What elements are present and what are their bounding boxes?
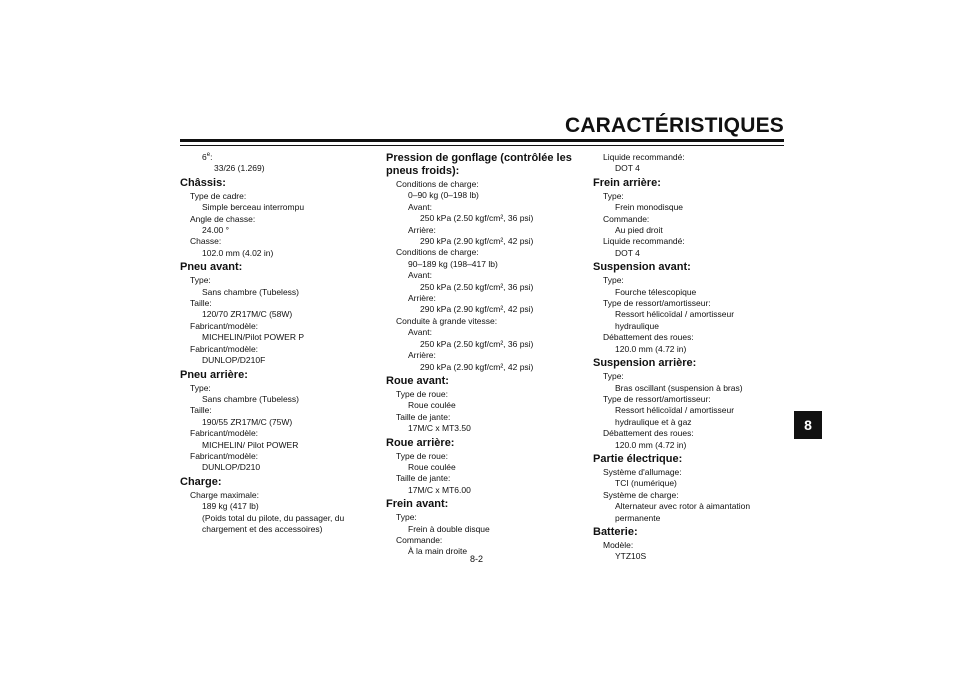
spec-label: Type: — [396, 512, 417, 523]
section-title-rear-wheel: Roue arrière: — [386, 436, 455, 449]
spec-label: Type de roue: — [396, 388, 448, 399]
spec-value: Roue coulée — [408, 400, 456, 411]
spec-label: Type: — [190, 382, 211, 393]
section-title-line: pneus froids): — [386, 165, 460, 177]
spec-value: DUNLOP/D210F — [202, 355, 266, 366]
spec-column-2 — [386, 152, 576, 558]
spec-note: (Poids total du pilote, du passager, du — [202, 512, 345, 523]
spec-label: Avant: — [408, 201, 432, 212]
section-title-rear-brake: Frein arrière: — [593, 176, 661, 189]
spec-note: chargement et des accessoires) — [202, 523, 323, 534]
spec-value: 90–189 kg (198–417 lb) — [408, 258, 498, 269]
section-title-front-wheel: Roue avant: — [386, 374, 449, 387]
spec-value: Frein monodisque — [615, 202, 684, 213]
spec-column-1 — [180, 152, 370, 535]
spec-value: DOT 4 — [615, 163, 640, 174]
gear6-value: 33/26 (1.269) — [214, 163, 265, 174]
spec-value: 190/55 ZR17M/C (75W) — [202, 416, 293, 427]
spec-value: 24.00 ° — [202, 225, 230, 236]
spec-label: Fabricant/modèle: — [190, 320, 259, 331]
spec-value: 120/70 ZR17M/C (58W) — [202, 309, 293, 320]
spec-label: Type: — [603, 371, 624, 382]
spec-label: Arrière: — [408, 293, 436, 304]
spec-label: Liquide recommandé: — [603, 152, 685, 162]
spec-value: Frein à double disque — [408, 523, 490, 534]
spec-label: Fabricant/modèle: — [190, 343, 259, 354]
spec-value: DUNLOP/D210 — [202, 462, 261, 473]
spec-value: 17M/C x MT3.50 — [408, 423, 471, 434]
spec-value: Fourche télescopique — [615, 286, 697, 297]
section-title-front-brake: Frein avant: — [386, 498, 449, 511]
spec-label: Fabricant/modèle: — [190, 428, 259, 439]
spec-value: MICHELIN/Pilot POWER P — [202, 332, 305, 343]
spec-value: 102.0 mm (4.02 in) — [202, 247, 274, 258]
spec-label: Commande: — [603, 213, 650, 224]
spec-value: Sans chambre (Tubeless) — [202, 393, 300, 404]
section-title-tire-pressure — [386, 152, 576, 178]
spec-label: Système d'allumage: — [603, 466, 682, 477]
spec-label: Arrière: — [408, 224, 436, 235]
spec-value: YTZ10S — [615, 551, 647, 562]
spec-label: Liquide recommandé: — [603, 236, 685, 247]
spec-value: 17M/C x MT6.00 — [408, 484, 471, 495]
page-number: 8-2 — [470, 554, 484, 564]
gear6-label: 6e: — [202, 152, 213, 162]
spec-value: 290 kPa (2.90 kgf/cm², 42 psi) — [420, 236, 534, 247]
spec-label: Avant: — [408, 270, 432, 281]
section-title-electrical: Partie électrique: — [593, 452, 683, 465]
spec-value: Roue coulée — [408, 461, 456, 472]
section-title-chassis: Châssis: — [180, 176, 226, 189]
header-rule-thick — [180, 139, 784, 142]
spec-label: Taille de jante: — [396, 411, 451, 422]
spec-label: Type de ressort/amortisseur: — [603, 298, 711, 309]
spec-label: Système de charge: — [603, 489, 679, 500]
spec-value: Sans chambre (Tubeless) — [202, 286, 300, 297]
spec-label: Arrière: — [408, 350, 436, 361]
spec-label: Chasse: — [190, 236, 222, 247]
spec-value: Ressort hélicoïdal / amortisseur — [615, 405, 735, 416]
spec-value: 250 kPa (2.50 kgf/cm², 36 psi) — [420, 338, 534, 349]
section-title-front-suspension: Suspension avant: — [593, 261, 691, 274]
spec-label: Conditions de charge: — [396, 179, 479, 189]
spec-value: 189 kg (417 lb) — [202, 501, 259, 512]
spec-label: Taille: — [190, 405, 212, 416]
spec-label: Modèle: — [603, 539, 634, 550]
spec-value: Alternateur avec rotor à aimantation — [615, 501, 751, 512]
spec-value: Au pied droit — [615, 225, 663, 236]
spec-label: Angle de chasse: — [190, 213, 256, 224]
spec-label: Débattement des roues: — [603, 332, 694, 343]
spec-value: 290 kPa (2.90 kgf/cm², 42 psi) — [420, 304, 534, 315]
spec-value: DOT 4 — [615, 247, 640, 258]
spec-value: 120.0 mm (4.72 in) — [615, 439, 687, 450]
spec-value: TCI (numérique) — [615, 478, 677, 489]
spec-label: Fabricant/modèle: — [190, 450, 259, 461]
spec-value: hydraulique et à gaz — [615, 416, 692, 427]
spec-label: Charge maximale: — [190, 489, 259, 500]
spec-label: Taille: — [190, 298, 212, 309]
chapter-tab[interactable]: 8 — [794, 411, 822, 439]
spec-value: 250 kPa (2.50 kgf/cm², 36 psi) — [420, 281, 534, 292]
spec-value: Simple berceau interrompu — [202, 202, 305, 213]
spec-label: Type de cadre: — [190, 190, 247, 201]
spec-value: 120.0 mm (4.72 in) — [615, 343, 687, 354]
section-title-rear-tire: Pneu arrière: — [180, 368, 248, 381]
spec-value: À la main droite — [408, 546, 468, 557]
spec-label: Conduite à grande vitesse: — [396, 315, 498, 326]
spec-label: Type: — [603, 275, 624, 286]
spec-value: hydraulique — [615, 320, 659, 331]
spec-label: Avant: — [408, 327, 432, 338]
section-title-battery: Batterie: — [593, 525, 638, 538]
spec-value: Bras oscillant (suspension à bras) — [615, 382, 743, 393]
header-rule-thin — [180, 145, 784, 146]
spec-label: Conditions de charge: — [396, 247, 479, 258]
spec-label: Débattement des roues: — [603, 428, 694, 439]
spec-label: Type de roue: — [396, 450, 448, 461]
spec-value: Ressort hélicoïdal / amortisseur — [615, 309, 735, 320]
section-title-load: Charge: — [180, 475, 222, 488]
spec-label: Taille de jante: — [396, 473, 451, 484]
spec-value: permanente — [615, 512, 661, 523]
spec-column-3 — [593, 152, 783, 563]
spec-label: Commande: — [396, 534, 443, 545]
section-title-line: Pression de gonflage (contrôlée les — [386, 152, 572, 164]
spec-value: 0–90 kg (0–198 lb) — [408, 190, 479, 201]
spec-label: Type de ressort/amortisseur: — [603, 393, 711, 404]
spec-value: 250 kPa (2.50 kgf/cm², 36 psi) — [420, 213, 534, 224]
section-title-front-tire: Pneu avant: — [180, 261, 243, 274]
page-title: CARACTÉRISTIQUES — [564, 114, 784, 137]
spec-label: Type: — [190, 275, 211, 286]
spec-value: MICHELIN/ Pilot POWER — [202, 439, 299, 450]
spec-value: 290 kPa (2.90 kgf/cm², 42 psi) — [420, 361, 534, 372]
section-title-rear-suspension: Suspension arrière: — [593, 357, 697, 370]
spec-label: Type: — [603, 190, 624, 201]
